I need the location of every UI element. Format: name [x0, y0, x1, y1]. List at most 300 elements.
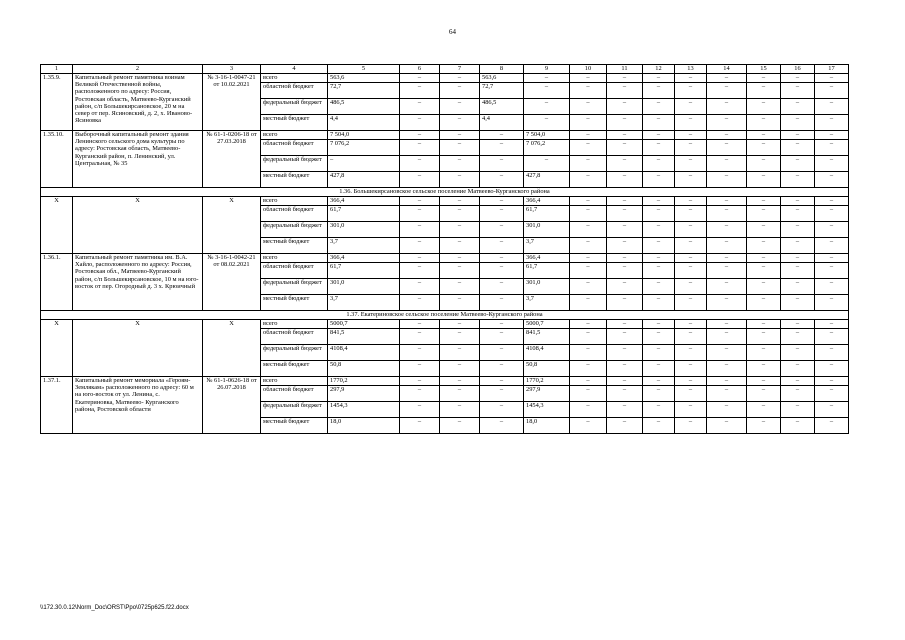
value-col-7: – — [440, 263, 480, 279]
value-col-9: 7 076,2 — [524, 140, 570, 156]
value-col-14: – — [707, 345, 747, 361]
value-col-13: – — [675, 329, 707, 345]
document-reference: X — [203, 320, 261, 377]
value-col-11: – — [607, 172, 643, 188]
value-col-12: – — [643, 254, 675, 263]
value-col-5: 61,7 — [328, 263, 400, 279]
value-col-16: – — [781, 418, 815, 434]
value-col-8: – — [480, 197, 524, 206]
document-reference: № 3-16-1-0047-21 от 10.02.2021 — [203, 74, 261, 131]
value-col-7: – — [440, 140, 480, 156]
value-col-16: – — [781, 402, 815, 418]
value-col-9: 366,4 — [524, 254, 570, 263]
value-col-12: – — [643, 172, 675, 188]
section-title: 1.37. Екатериновское сельское поселение Матвеево-Курганского района — [41, 311, 849, 320]
value-col-12: – — [643, 361, 675, 377]
value-col-6: – — [400, 402, 440, 418]
value-col-6: – — [400, 377, 440, 386]
value-col-7: – — [440, 361, 480, 377]
value-col-5: 563,6 — [328, 74, 400, 83]
value-col-9: 4108,4 — [524, 345, 570, 361]
value-col-13: – — [675, 402, 707, 418]
budget-label: всего — [261, 320, 328, 329]
value-col-11: – — [607, 238, 643, 254]
value-col-17: – — [815, 206, 849, 222]
value-col-15: – — [747, 238, 781, 254]
budget-label: федеральный бюджет — [261, 156, 328, 172]
value-col-8: – — [480, 295, 524, 311]
value-col-15: – — [747, 222, 781, 238]
value-col-11: – — [607, 320, 643, 329]
value-col-7: – — [440, 197, 480, 206]
value-col-10: – — [570, 263, 607, 279]
value-col-17: – — [815, 345, 849, 361]
value-col-8: 4,4 — [480, 115, 524, 131]
value-col-10: – — [570, 386, 607, 402]
value-col-7: – — [440, 83, 480, 99]
value-col-6: – — [400, 172, 440, 188]
budget-label: областной бюджет — [261, 83, 328, 99]
value-col-10: – — [570, 131, 607, 140]
value-col-12: – — [643, 402, 675, 418]
value-col-6: – — [400, 238, 440, 254]
budget-label: местный бюджет — [261, 418, 328, 434]
value-col-12: – — [643, 263, 675, 279]
table-row — [41, 74, 849, 83]
value-col-14: – — [707, 222, 747, 238]
value-col-17: – — [815, 131, 849, 140]
value-col-15: – — [747, 172, 781, 188]
value-col-15: – — [747, 402, 781, 418]
column-number: 12 — [643, 65, 675, 74]
value-col-17: – — [815, 254, 849, 263]
value-col-15: – — [747, 295, 781, 311]
value-col-16: – — [781, 172, 815, 188]
column-number-row — [41, 65, 849, 74]
value-col-11: – — [607, 197, 643, 206]
value-col-7: – — [440, 254, 480, 263]
value-col-11: – — [607, 222, 643, 238]
value-col-6: – — [400, 115, 440, 131]
value-col-13: – — [675, 222, 707, 238]
value-col-9: – — [524, 83, 570, 99]
value-col-17: – — [815, 377, 849, 386]
column-number: 4 — [261, 65, 328, 74]
value-col-7: – — [440, 320, 480, 329]
item-number: 1.35.9. — [41, 74, 73, 131]
value-col-10: – — [570, 361, 607, 377]
value-col-6: – — [400, 295, 440, 311]
value-col-8: – — [480, 279, 524, 295]
value-col-12: – — [643, 222, 675, 238]
column-number: 17 — [815, 65, 849, 74]
value-col-10: – — [570, 74, 607, 83]
value-col-8: – — [480, 402, 524, 418]
value-col-15: – — [747, 115, 781, 131]
budget-label: областной бюджет — [261, 263, 328, 279]
value-col-7: – — [440, 238, 480, 254]
value-col-14: – — [707, 156, 747, 172]
value-col-14: – — [707, 99, 747, 115]
value-col-5: 61,7 — [328, 206, 400, 222]
value-col-10: – — [570, 329, 607, 345]
value-col-10: – — [570, 99, 607, 115]
value-col-11: – — [607, 131, 643, 140]
value-col-10: – — [570, 197, 607, 206]
value-col-17: – — [815, 263, 849, 279]
value-col-16: – — [781, 99, 815, 115]
value-col-11: – — [607, 418, 643, 434]
budget-label: местный бюджет — [261, 115, 328, 131]
value-col-16: – — [781, 197, 815, 206]
value-col-6: – — [400, 386, 440, 402]
value-col-17: – — [815, 115, 849, 131]
budget-table — [40, 64, 849, 434]
value-col-5: 366,4 — [328, 197, 400, 206]
value-col-9: 3,7 — [524, 295, 570, 311]
value-col-11: – — [607, 206, 643, 222]
value-col-15: – — [747, 345, 781, 361]
value-col-15: – — [747, 254, 781, 263]
value-col-6: – — [400, 279, 440, 295]
budget-label: областной бюджет — [261, 329, 328, 345]
value-col-8: – — [480, 263, 524, 279]
value-col-12: – — [643, 279, 675, 295]
column-number: 3 — [203, 65, 261, 74]
value-col-13: – — [675, 74, 707, 83]
value-col-17: – — [815, 140, 849, 156]
value-col-15: – — [747, 156, 781, 172]
value-col-10: – — [570, 83, 607, 99]
value-col-8: 563,6 — [480, 74, 524, 83]
value-col-8: – — [480, 418, 524, 434]
value-col-12: – — [643, 238, 675, 254]
value-col-10: – — [570, 156, 607, 172]
value-col-14: – — [707, 254, 747, 263]
value-col-14: – — [707, 418, 747, 434]
value-col-12: – — [643, 140, 675, 156]
value-col-13: – — [675, 418, 707, 434]
value-col-17: – — [815, 222, 849, 238]
value-col-6: – — [400, 361, 440, 377]
value-col-17: – — [815, 156, 849, 172]
value-col-13: – — [675, 263, 707, 279]
value-col-16: – — [781, 345, 815, 361]
value-col-17: – — [815, 329, 849, 345]
value-col-5: 50,8 — [328, 361, 400, 377]
value-col-11: – — [607, 279, 643, 295]
value-col-5: 301,0 — [328, 222, 400, 238]
column-number: 14 — [707, 65, 747, 74]
value-col-16: – — [781, 320, 815, 329]
table-row — [41, 131, 849, 140]
section-header-row — [41, 311, 849, 320]
value-col-5: 1454,3 — [328, 402, 400, 418]
value-col-13: – — [675, 386, 707, 402]
budget-label: федеральный бюджет — [261, 402, 328, 418]
value-col-12: – — [643, 377, 675, 386]
value-col-14: – — [707, 263, 747, 279]
value-col-8: 486,5 — [480, 99, 524, 115]
value-col-15: – — [747, 263, 781, 279]
value-col-16: – — [781, 386, 815, 402]
value-col-13: – — [675, 254, 707, 263]
value-col-12: – — [643, 99, 675, 115]
value-col-15: – — [747, 361, 781, 377]
value-col-12: – — [643, 197, 675, 206]
value-col-10: – — [570, 402, 607, 418]
value-col-8: – — [480, 131, 524, 140]
value-col-5: 301,0 — [328, 279, 400, 295]
value-col-13: – — [675, 320, 707, 329]
value-col-16: – — [781, 131, 815, 140]
value-col-16: – — [781, 206, 815, 222]
value-col-9: – — [524, 115, 570, 131]
value-col-13: – — [675, 131, 707, 140]
budget-label: федеральный бюджет — [261, 222, 328, 238]
value-col-6: – — [400, 320, 440, 329]
value-col-10: – — [570, 172, 607, 188]
value-col-17: – — [815, 361, 849, 377]
value-col-7: – — [440, 131, 480, 140]
section-header-row — [41, 188, 849, 197]
value-col-17: – — [815, 279, 849, 295]
value-col-13: – — [675, 115, 707, 131]
value-col-16: – — [781, 238, 815, 254]
value-col-12: – — [643, 83, 675, 99]
value-col-5: 3,7 — [328, 295, 400, 311]
column-number: 5 — [328, 65, 400, 74]
value-col-13: – — [675, 206, 707, 222]
value-col-9: 1454,3 — [524, 402, 570, 418]
value-col-17: – — [815, 197, 849, 206]
value-col-5: 486,5 — [328, 99, 400, 115]
value-col-8: – — [480, 345, 524, 361]
value-col-14: – — [707, 238, 747, 254]
value-col-8: – — [480, 172, 524, 188]
value-col-8: – — [480, 156, 524, 172]
value-col-11: – — [607, 99, 643, 115]
budget-label: местный бюджет — [261, 172, 328, 188]
value-col-9: 427,8 — [524, 172, 570, 188]
value-col-9: 297,9 — [524, 386, 570, 402]
value-col-12: – — [643, 345, 675, 361]
value-col-12: – — [643, 74, 675, 83]
value-col-15: – — [747, 74, 781, 83]
value-col-14: – — [707, 329, 747, 345]
table-row — [41, 377, 849, 386]
column-number: 9 — [524, 65, 570, 74]
value-col-7: – — [440, 418, 480, 434]
value-col-7: – — [440, 402, 480, 418]
item-description: Выборочный капитальный ремонт здания Ленинского сельского дома культуры по адресу: Ростовская область, Матвеево-Курганский район, п. Ленинский, ул. Центральная, № 35 — [73, 131, 203, 188]
value-col-7: – — [440, 329, 480, 345]
column-number: 11 — [607, 65, 643, 74]
value-col-5: 366,4 — [328, 254, 400, 263]
value-col-5: 7 076,2 — [328, 140, 400, 156]
item-description: Капитальный ремонт памятника им. В.А. Хайло, расположенного по адресу: Россия, Ростовская обл., Матвеево-Курганский район, с/п Большекирсановское, 10 м на юго-восток от пер. Огородный д. 3 х. Крюичный — [73, 254, 203, 311]
value-col-14: – — [707, 386, 747, 402]
value-col-15: – — [747, 386, 781, 402]
value-col-15: – — [747, 206, 781, 222]
value-col-13: – — [675, 172, 707, 188]
value-col-11: – — [607, 329, 643, 345]
value-col-16: – — [781, 74, 815, 83]
value-col-9: 301,0 — [524, 279, 570, 295]
value-col-11: – — [607, 377, 643, 386]
value-col-6: – — [400, 83, 440, 99]
value-col-9: 1770,2 — [524, 377, 570, 386]
value-col-10: – — [570, 377, 607, 386]
value-col-14: – — [707, 115, 747, 131]
value-col-13: – — [675, 83, 707, 99]
value-col-16: – — [781, 140, 815, 156]
value-col-9: 61,7 — [524, 263, 570, 279]
item-number: 1.36.1. — [41, 254, 73, 311]
value-col-14: – — [707, 172, 747, 188]
value-col-7: – — [440, 156, 480, 172]
value-col-15: – — [747, 131, 781, 140]
value-col-13: – — [675, 295, 707, 311]
item-description: Капитальный ремонт памятника воинам Великой Отечественной войны, расположенного по адресу: Россия, Ростовская область, Матвеево-Курганский район, с/п Большекирсановское, 20 м на север от пер. Ясиновский, д. 2, х. Иваново-Ясиновка — [73, 74, 203, 131]
budget-label: всего — [261, 131, 328, 140]
value-col-13: – — [675, 99, 707, 115]
value-col-14: – — [707, 295, 747, 311]
value-col-15: – — [747, 83, 781, 99]
value-col-5: 427,8 — [328, 172, 400, 188]
value-col-5: 7 504,0 — [328, 131, 400, 140]
budget-label: федеральный бюджет — [261, 345, 328, 361]
value-col-15: – — [747, 279, 781, 295]
item-number: 1.37.1. — [41, 377, 73, 434]
section-title: 1.36. Большекирсановское сельское поселение Матвеево-Курганского района — [41, 188, 849, 197]
value-col-8: – — [480, 361, 524, 377]
value-col-14: – — [707, 377, 747, 386]
item-number: X — [41, 197, 73, 254]
value-col-5: 18,0 — [328, 418, 400, 434]
value-col-10: – — [570, 345, 607, 361]
value-col-7: – — [440, 295, 480, 311]
value-col-16: – — [781, 279, 815, 295]
budget-label: местный бюджет — [261, 238, 328, 254]
item-number: X — [41, 320, 73, 377]
value-col-10: – — [570, 115, 607, 131]
value-col-13: – — [675, 377, 707, 386]
value-col-7: – — [440, 206, 480, 222]
value-col-5: – — [328, 156, 400, 172]
value-col-7: – — [440, 345, 480, 361]
value-col-16: – — [781, 222, 815, 238]
value-col-5: 1770,2 — [328, 377, 400, 386]
column-number: 6 — [400, 65, 440, 74]
value-col-12: – — [643, 329, 675, 345]
value-col-16: – — [781, 295, 815, 311]
file-path-footer: \\172.30.0.12\Norm_Doc\ORST\Ppo\0725p625.f22.docx — [40, 605, 189, 611]
document-reference: № 61-1-0626-18 от 26.07.2018 — [203, 377, 261, 434]
value-col-10: – — [570, 206, 607, 222]
value-col-5: 4108,4 — [328, 345, 400, 361]
value-col-5: 5000,7 — [328, 320, 400, 329]
value-col-15: – — [747, 140, 781, 156]
value-col-13: – — [675, 197, 707, 206]
budget-label: областной бюджет — [261, 386, 328, 402]
value-col-8: – — [480, 329, 524, 345]
value-col-16: – — [781, 329, 815, 345]
value-col-6: – — [400, 418, 440, 434]
value-col-11: – — [607, 402, 643, 418]
value-col-17: – — [815, 238, 849, 254]
value-col-10: – — [570, 140, 607, 156]
value-col-9: – — [524, 99, 570, 115]
table-row — [41, 320, 849, 329]
column-number: 1 — [41, 65, 73, 74]
value-col-8: – — [480, 386, 524, 402]
value-col-7: – — [440, 222, 480, 238]
value-col-14: – — [707, 197, 747, 206]
value-col-14: – — [707, 402, 747, 418]
value-col-10: – — [570, 222, 607, 238]
budget-label: местный бюджет — [261, 361, 328, 377]
budget-label: всего — [261, 377, 328, 386]
budget-label: областной бюджет — [261, 140, 328, 156]
value-col-17: – — [815, 83, 849, 99]
value-col-6: – — [400, 156, 440, 172]
value-col-17: – — [815, 402, 849, 418]
value-col-14: – — [707, 83, 747, 99]
value-col-13: – — [675, 140, 707, 156]
value-col-13: – — [675, 156, 707, 172]
value-col-9: 5000,7 — [524, 320, 570, 329]
page-number: 64 — [449, 28, 456, 36]
value-col-9: – — [524, 156, 570, 172]
column-number: 8 — [480, 65, 524, 74]
value-col-14: – — [707, 361, 747, 377]
value-col-7: – — [440, 386, 480, 402]
value-col-16: – — [781, 83, 815, 99]
value-col-8: – — [480, 320, 524, 329]
value-col-11: – — [607, 345, 643, 361]
value-col-16: – — [781, 115, 815, 131]
value-col-8: – — [480, 254, 524, 263]
value-col-9: 301,0 — [524, 222, 570, 238]
value-col-10: – — [570, 238, 607, 254]
value-col-9: 61,7 — [524, 206, 570, 222]
value-col-9: 366,4 — [524, 197, 570, 206]
value-col-7: – — [440, 377, 480, 386]
value-col-11: – — [607, 115, 643, 131]
item-description: Капитальный ремонт мемориала «Героям-Землякам» расположенного по адресу: 60 м на юго-восток от ул. Ленина, с. Екатериновка, Матвеево- Курганского района, Ростовской области — [73, 377, 203, 434]
value-col-10: – — [570, 279, 607, 295]
column-number: 7 — [440, 65, 480, 74]
value-col-17: – — [815, 320, 849, 329]
value-col-11: – — [607, 361, 643, 377]
value-col-5: 72,7 — [328, 83, 400, 99]
value-col-6: – — [400, 99, 440, 115]
value-col-17: – — [815, 99, 849, 115]
value-col-6: – — [400, 254, 440, 263]
value-col-13: – — [675, 279, 707, 295]
value-col-8: – — [480, 377, 524, 386]
value-col-10: – — [570, 320, 607, 329]
value-col-9: 50,8 — [524, 361, 570, 377]
value-col-11: – — [607, 386, 643, 402]
value-col-9: 18,0 — [524, 418, 570, 434]
value-col-15: – — [747, 329, 781, 345]
value-col-13: – — [675, 238, 707, 254]
budget-label: областной бюджет — [261, 206, 328, 222]
budget-label: федеральный бюджет — [261, 99, 328, 115]
table-body — [41, 65, 849, 434]
